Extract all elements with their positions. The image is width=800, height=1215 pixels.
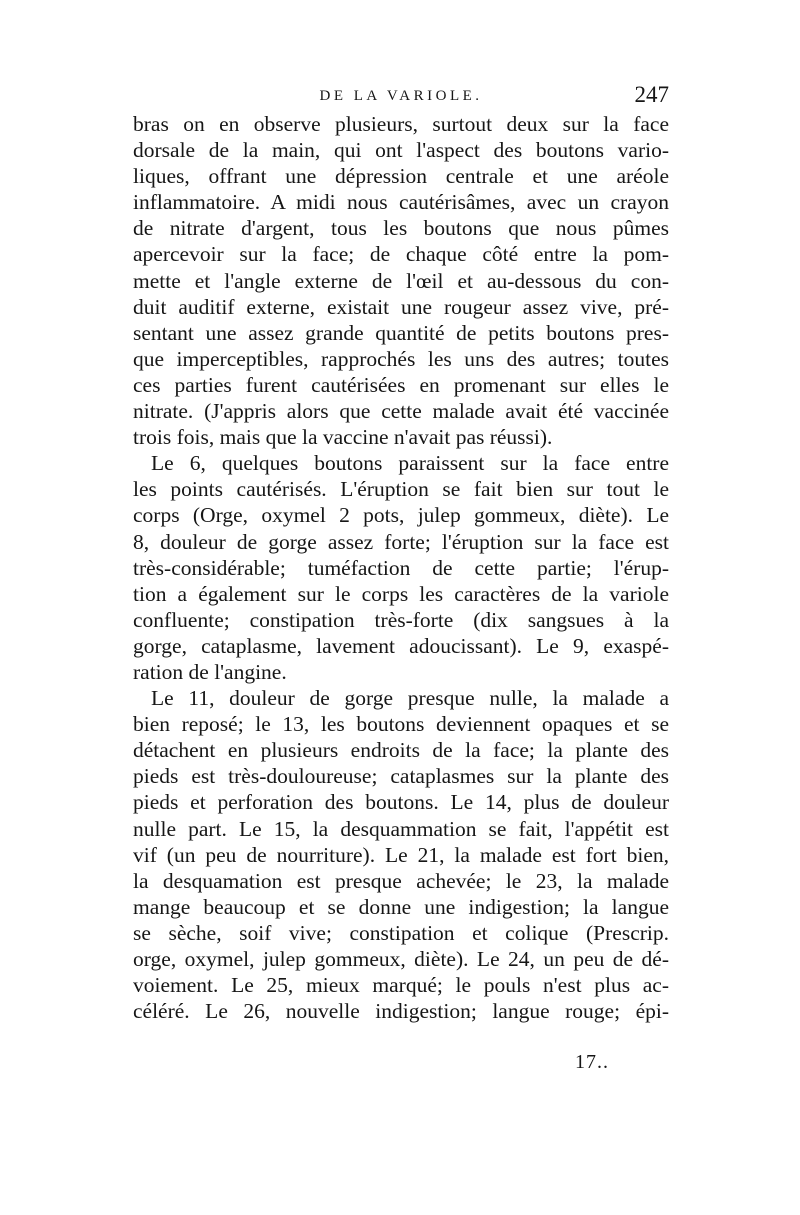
running-head: DE LA VARIOLE. [319,88,483,104]
text-line: pieds et perforation des boutons. Le 14, plus de douleur [133,790,669,815]
text-line: liques, offrant une dépression centrale et une aréole [133,164,669,189]
text-line: orge, oxymel, julep gommeux, diète). Le 24, un peu de dé- [133,947,669,971]
text-line: confluente; constipation très-forte (dix sangsues à la [133,607,669,632]
text-line: dorsale de la main, qui ont l'aspect des boutons vario- [133,138,669,163]
text-line: trois fois, mais que la vaccine n'avait pas réussi). [133,425,553,450]
text-line: inflammatoire. A midi nous cautérisâmes, avec un crayon [133,190,669,215]
body-text [133,111,669,1024]
text-line: détachent en plusieurs endroits de la face; la plante des [133,738,669,763]
text-line: gorge, cataplasme, lavement adoucissant). Le 9, exaspé- [133,633,669,658]
text-line: tion a également sur le corps les caractères de la variole [133,581,669,606]
text-line: très-considérable; tuméfaction de cette partie; l'érup- [133,555,669,580]
text-line: apercevoir sur la face; de chaque côté entre la pom- [133,242,669,267]
text-line: ration de l'angine. [133,659,287,684]
page-header [133,82,669,112]
text-line: la desquamation est presque achevée; le 23, la malade [133,868,669,893]
text-line: Le 11, douleur de gorge presque nulle, la malade a [151,686,669,711]
text-line: pieds est très-douloureuse; cataplasmes sur la plante des [133,764,669,789]
text-line: vif (un peu de nourriture). Le 21, la malade est fort bien, [133,842,669,867]
text-line: de nitrate d'argent, tous les boutons que nous pûmes [133,216,669,241]
text-line: mette et l'angle externe de l'œil et au-dessous du con- [133,268,669,293]
text-line: corps (Orge, oxymel 2 pots, julep gommeux, diète). Le [133,503,669,528]
text-line: nitrate. (J'appris alors que cette malade avait été vaccinée [133,399,669,424]
text-line: voiement. Le 25, mieux marqué; le pouls n'est plus ac- [133,973,669,998]
text-line: bien reposé; le 13, les boutons deviennent opaques et se [133,712,669,737]
text-line: sentant une assez grande quantité de petits boutons pres- [133,320,669,345]
signature-mark: 17.. [575,1051,609,1073]
text-line: ces parties furent cautérisées en promenant sur elles le [133,372,669,397]
text-line: céléré. Le 26, nouvelle indigestion; langue rouge; épi- [133,999,669,1024]
text-line: 8, douleur de gorge assez forte; l'éruption sur la face est [133,529,669,554]
text-line: mange beaucoup et se donne une indigestion; la langue [133,894,669,919]
text-line: se sèche, soif vive; constipation et colique (Prescrip. [133,920,669,945]
text-line: nulle part. Le 15, la desquammation se fait, l'appétit est [133,816,669,841]
page-number: 247 [634,82,669,107]
text-line: Le 6, quelques boutons paraissent sur la face entre [151,451,669,476]
text-line: les points cautérisés. L'éruption se fait bien sur tout le [133,477,669,502]
text-line: duit auditif externe, existait une rougeur assez vive, pré- [133,294,669,319]
text-line: bras on en observe plusieurs, surtout deux sur la face [133,112,669,136]
text-line: que imperceptibles, rapprochés les uns des autres; toutes [133,346,669,371]
